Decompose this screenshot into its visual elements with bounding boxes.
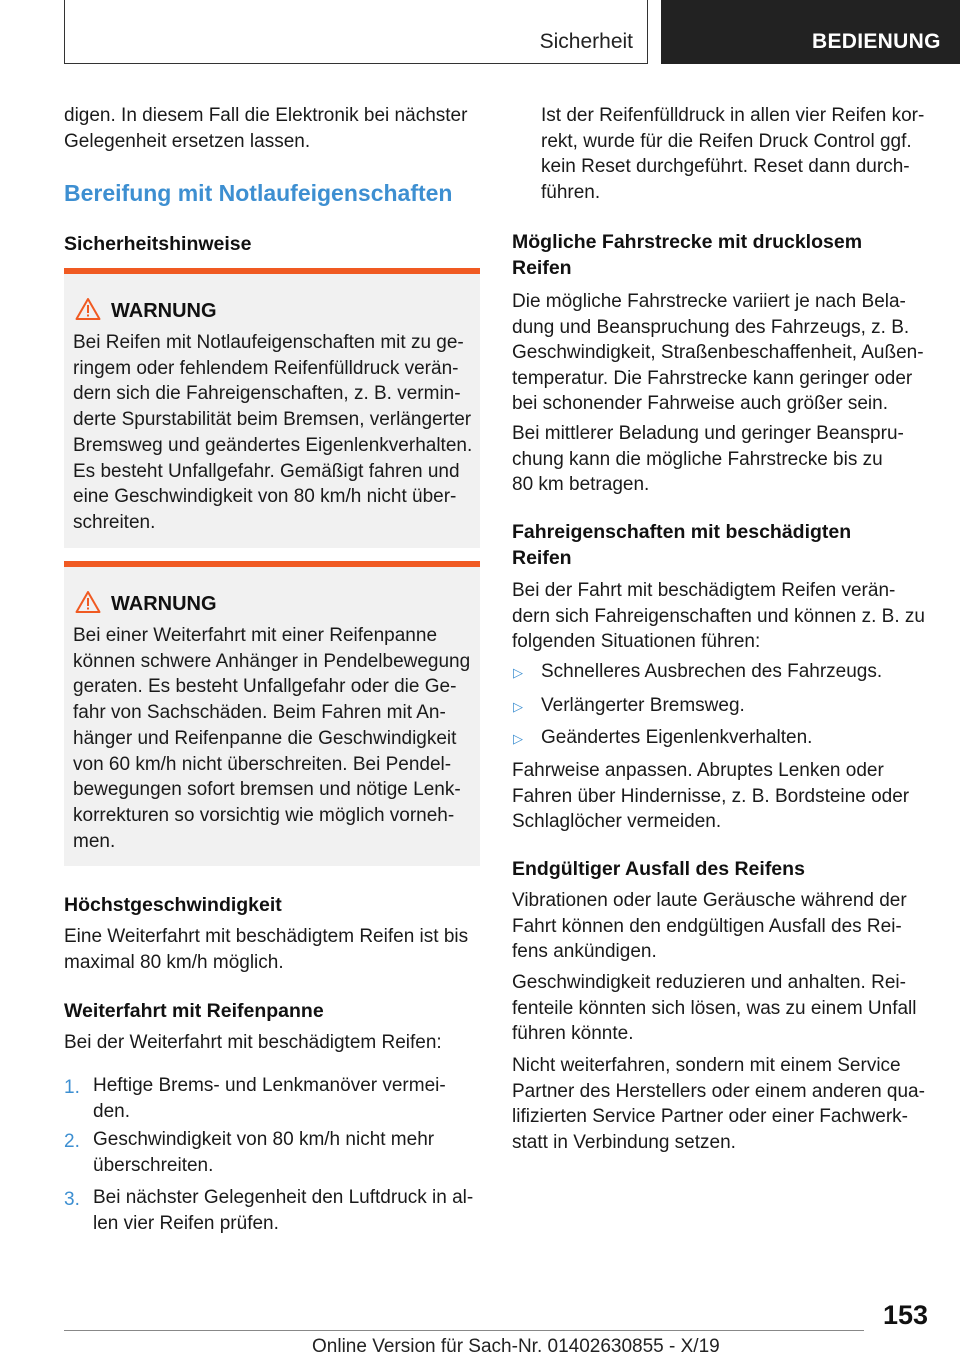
- text-line: den.: [93, 1100, 130, 1122]
- range-paragraph: [512, 289, 924, 417]
- warning-label: WARNUNG: [111, 593, 217, 615]
- text-line: bewegungen sofort bremsen und nötige Lenk‐: [73, 779, 461, 801]
- list-item: Schnelleres Ausbrechen des Fahrzeugs.: [541, 661, 883, 682]
- page-number: 153: [883, 1300, 929, 1330]
- footer-divider: [64, 1330, 864, 1331]
- list-number: 2.: [64, 1131, 80, 1152]
- text-line: bei schonender Fahrweise auch größer sein.: [512, 393, 888, 414]
- text-line: statt in Verbindung setzen.: [512, 1131, 736, 1153]
- text-line: überschreiten.: [93, 1154, 214, 1176]
- text-line: führen könnte.: [512, 1023, 634, 1044]
- text-line: 80 km betragen.: [512, 474, 650, 495]
- text-line: Reifen: [512, 546, 572, 569]
- text-line: eine Geschwindigkeit von 80 km/h nicht über‐: [73, 486, 457, 508]
- fail-paragraph-3: [512, 1053, 925, 1155]
- continued-paragraph: [541, 103, 924, 205]
- text-line: kein Reset durchgeführt. Reset dann durch‐: [541, 156, 910, 177]
- text-line: temperatur. Die Fahrstrecke kann geringer oder: [512, 367, 913, 389]
- chapter-label: BEDIENUNG: [812, 30, 941, 53]
- warning-text: [73, 623, 479, 854]
- warning-text: [73, 330, 479, 536]
- text-line: geraten. Es besteht Unfallgefahr oder die Ge‐: [73, 676, 457, 698]
- text-line: hänger und Reifenpanne die Geschwindigkeit: [73, 727, 457, 749]
- range-paragraph-2: [512, 421, 904, 498]
- text-line: Vibrationen oder laute Geräusche während der: [512, 890, 907, 911]
- text-line: korrekturen so vorsichtig wie möglich vorneh‐: [73, 804, 455, 826]
- list-item: Verlängerter Bremsweg.: [541, 695, 745, 716]
- text-line: Fahrt können den endgültigen Ausfall des Rei‐: [512, 915, 902, 937]
- text-line: Fahren über Hindernisse, z. B. Bordsteine oder: [512, 785, 910, 807]
- list-item: Geändertes Eigenlenkverhalten.: [541, 727, 813, 748]
- text-line: Bremsweg und geändertes Eigenlenkverhalten.: [73, 434, 473, 456]
- footer-version: Online Version für Sach-Nr. 01402630855 - X/19: [312, 1336, 720, 1357]
- speed-heading: Höchstgeschwindigkeit: [64, 894, 282, 916]
- list-item: [93, 1073, 446, 1124]
- fail-paragraph: [512, 888, 907, 965]
- bullet-triangle-icon: ▷: [513, 665, 523, 680]
- warning-box: [64, 561, 480, 866]
- text-line: Geschwindigkeit reduzieren und anhalten. Rei‐: [512, 972, 906, 993]
- text-line: von 60 km/h nicht überschreiten. Bei Pendel‐: [73, 753, 452, 775]
- text-line: fahr von Sachschäden. Beim Fahren mit An‐: [73, 702, 446, 724]
- list-item: [93, 1185, 473, 1236]
- text-line: len vier Reifen prüfen.: [93, 1212, 279, 1234]
- section-tab: [64, 0, 648, 64]
- text-line: Partner des Herstellers oder einem anderen qua‐: [512, 1080, 925, 1102]
- text-line: Ist der Reifenfülldruck in allen vier Reifen kor‐: [541, 105, 925, 126]
- text-line: schreiten.: [73, 511, 156, 533]
- text-line: können schwere Anhänger in Pendelbewegung: [73, 650, 471, 672]
- text-line: Heftige Brems- und Lenkmanöver vermei‐: [93, 1075, 446, 1096]
- text-line: Es besteht Unfallgefahr. Gemäßigt fahren und: [73, 460, 460, 482]
- warning-box: [64, 268, 480, 548]
- text-line: dern sich die Fahreigenschaften, z. B. vermin‐: [73, 383, 461, 405]
- text-line: fens ankündigen.: [512, 941, 657, 962]
- bullet-triangle-icon: ▷: [513, 699, 523, 714]
- warning-triangle-icon: [75, 297, 101, 321]
- speed-paragraph: [64, 924, 468, 975]
- text-line: Fahreigenschaften mit beschädigten: [512, 521, 852, 543]
- text-line: lifizierten Service Partner oder einer Fachwerk‐: [512, 1106, 908, 1127]
- text-line: men.: [73, 830, 116, 852]
- warning-label: WARNUNG: [111, 300, 217, 322]
- text-line: maximal 80 km/h möglich.: [64, 951, 284, 973]
- text-line: fenteile könnten sich lösen, was zu einem Unfall: [512, 997, 917, 1019]
- section-label: Sicherheit: [539, 30, 633, 53]
- text-line: Reifen: [512, 256, 572, 279]
- text-line: digen. In diesem Fall die Elektronik bei nächster: [64, 105, 468, 126]
- text-line: Geschwindigkeit, Straßenbeschaffenheit, Außen‐: [512, 342, 924, 363]
- fail-paragraph-2: [512, 970, 917, 1047]
- text-line: Die mögliche Fahrstrecke variiert je nach Bela‐: [512, 291, 906, 312]
- text-line: führen.: [541, 181, 601, 203]
- bullet-triangle-icon: ▷: [513, 731, 523, 746]
- flat-paragraph: Bei der Weiterfahrt mit beschädigtem Reifen:: [64, 1032, 442, 1053]
- text-line: Nicht weiterfahren, sondern mit einem Service: [512, 1055, 901, 1076]
- chapter-tab: [661, 0, 960, 64]
- text-line: Gelegenheit ersetzen lassen.: [64, 130, 311, 152]
- drive-heading: [512, 520, 851, 571]
- list-number: 3.: [64, 1189, 80, 1210]
- text-line: rekt, wurde für die Reifen Druck Control ggf.: [541, 130, 912, 152]
- list-item: [93, 1127, 434, 1178]
- range-heading: [512, 230, 862, 281]
- text-line: chung kann die mögliche Fahrstrecke bis zu: [512, 448, 883, 470]
- drive-paragraph: [512, 578, 925, 655]
- text-line: folgenden Situationen führen:: [512, 631, 761, 652]
- text-line: Geschwindigkeit von 80 km/h nicht mehr: [93, 1129, 435, 1150]
- list-number: 1.: [64, 1077, 80, 1098]
- text-line: Bei einer Weiterfahrt mit einer Reifenpanne: [73, 625, 438, 646]
- intro-paragraph: [64, 103, 467, 154]
- text-line: Bei mittlerer Beladung und geringer Beanspru‐: [512, 423, 904, 444]
- text-line: dern sich Fahreigenschaften und können z. B. zu: [512, 605, 925, 627]
- text-line: Bei Reifen mit Notlaufeigenschaften mit zu ge‐: [73, 332, 464, 353]
- flat-heading: Weiterfahrt mit Reifenpanne: [64, 1000, 324, 1022]
- section-title: Bereifung mit Notlaufeigenschaften: [64, 180, 453, 206]
- text-line: Fahrweise anpassen. Abruptes Lenken oder: [512, 760, 884, 781]
- warning-triangle-icon: [75, 590, 101, 614]
- text-line: Mögliche Fahrstrecke mit drucklosem: [512, 231, 863, 253]
- text-line: Eine Weiterfahrt mit beschädigtem Reifen ist bis: [64, 926, 469, 947]
- text-line: Bei der Fahrt mit beschädigtem Reifen verän‐: [512, 580, 896, 601]
- advice-paragraph: [512, 758, 909, 835]
- safety-heading: Sicherheitshinweise: [64, 233, 252, 255]
- fail-heading: Endgültiger Ausfall des Reifens: [512, 858, 805, 880]
- text-line: Schlaglöcher vermeiden.: [512, 811, 722, 832]
- text-line: derte Spurstabilität beim Bremsen, verlängerter: [73, 409, 472, 431]
- text-line: dung und Beanspruchung des Fahrzeugs, z. B.: [512, 316, 910, 338]
- text-line: ringem oder fehlendem Reifenfülldruck verän‐: [73, 357, 459, 379]
- text-line: Bei nächster Gelegenheit den Luftdruck in al‐: [93, 1187, 474, 1208]
